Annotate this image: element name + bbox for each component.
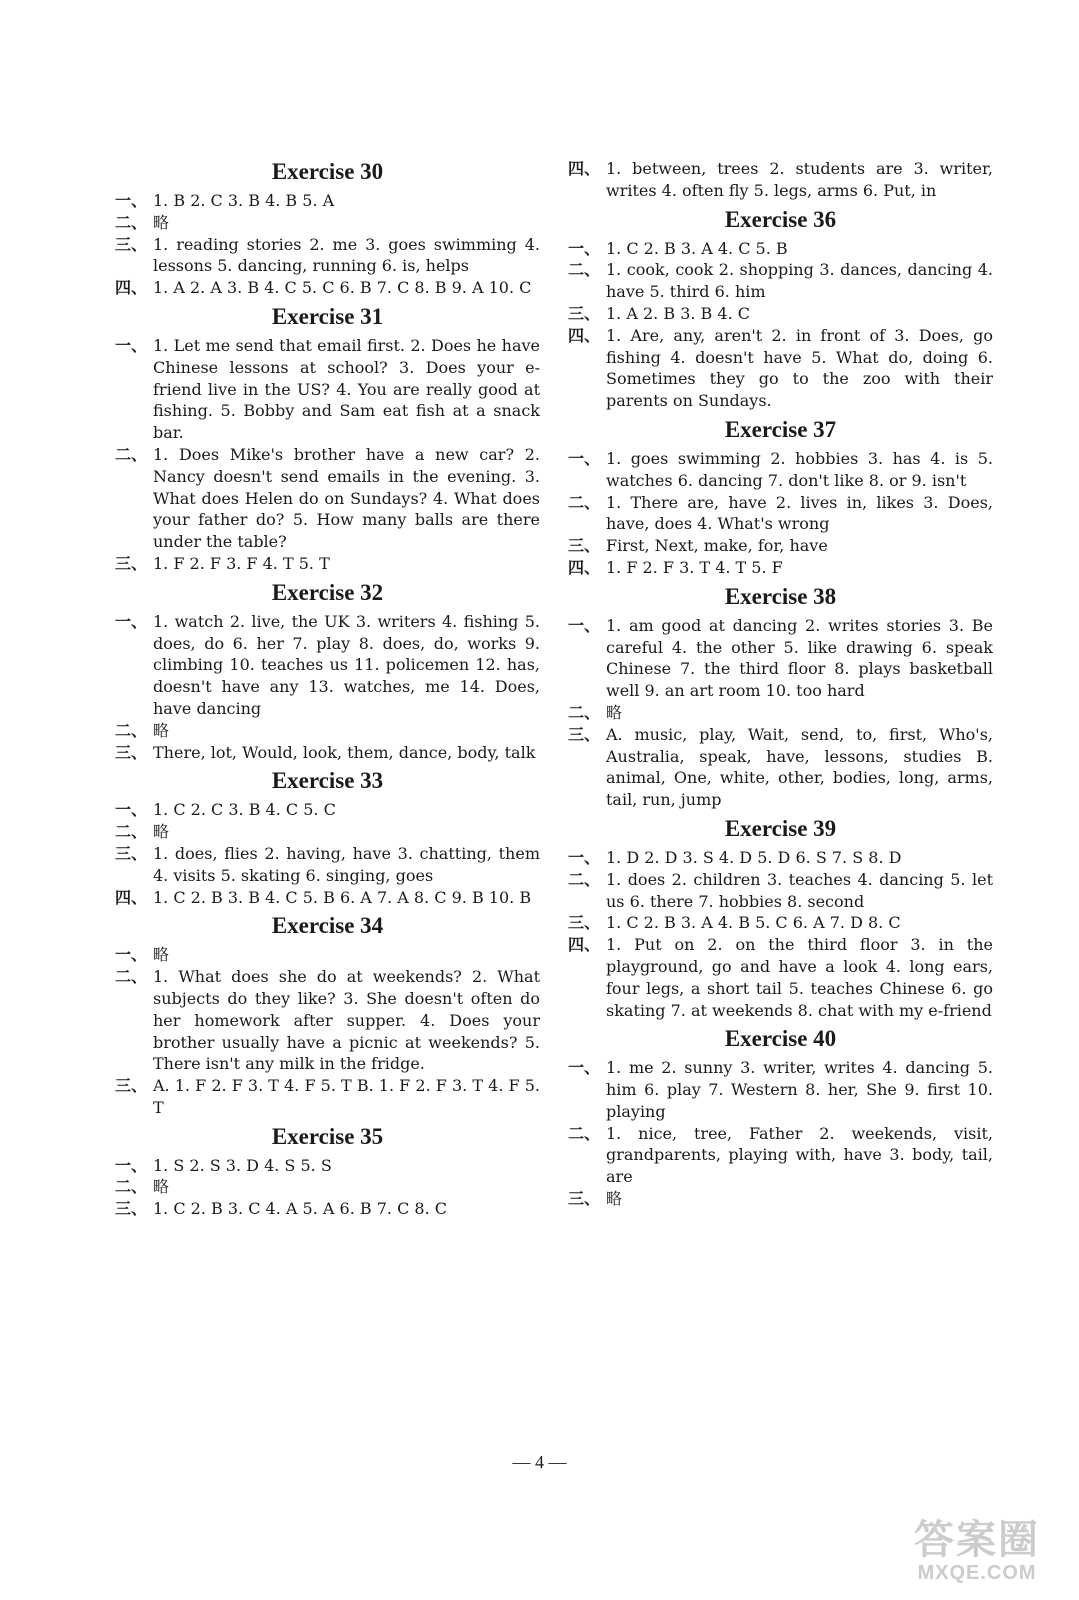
watermark-logo — [893, 1518, 1061, 1590]
section-marker: 二、 — [568, 869, 601, 889]
section-marker: 二、 — [115, 822, 148, 842]
exercise-34 — [115, 912, 540, 1118]
answer-section — [568, 1123, 993, 1188]
section-answers: First, Next, make, for, have — [606, 536, 828, 556]
answer-section — [115, 799, 540, 821]
section-answers: 1. S 2. S 3. D 4. S 5. S — [153, 1155, 332, 1175]
section-marker: 四、 — [568, 935, 601, 955]
exercise-32 — [115, 579, 540, 764]
section-answers: 1. What does she do at weekends? 2. What subjects do they like? 3. She doesn't often do her homework after supper. 4. Does your brother usually have a picnic at weekends? 5. There isn't any milk in the fridge. — [153, 967, 540, 1074]
section-answers: 1. A 2. B 3. B 4. C — [606, 303, 750, 323]
answer-section — [568, 1188, 993, 1210]
section-answers: 1. C 2. C 3. B 4. C 5. C — [153, 800, 336, 820]
section-answers: 1. Does Mike's brother have a new car? 2. Nancy doesn't send emails in the evening. 3. What does Helen do on Sundays? 4. What does your father do? 5. How many balls are there under the table? — [153, 444, 540, 552]
answer-section — [115, 1075, 540, 1119]
answer-section — [568, 847, 993, 869]
section-answers: 1. There are, have 2. lives in, likes 3. Does, have, does 4. What's wrong — [606, 492, 993, 534]
answer-section — [115, 1198, 540, 1220]
section-marker: 四、 — [115, 887, 148, 907]
exercise-title: Exercise 35 — [271, 1123, 384, 1149]
answer-section — [115, 335, 540, 444]
section-answers: 1. C 2. B 3. B 4. C 5. B 6. A 7. A 8. C 9. B 10. B — [153, 887, 532, 907]
exercise-title: Exercise 30 — [271, 159, 384, 184]
section-answers: 1. cook, cook 2. shopping 3. dances, dancing 4. have 5. third 6. him — [606, 260, 993, 302]
section-marker: 三、 — [115, 742, 148, 762]
exercise-title: Exercise 33 — [271, 768, 384, 794]
section-marker: 二、 — [115, 967, 148, 987]
exercise-35-continued — [568, 158, 993, 202]
answer-section — [115, 234, 540, 278]
exercise-title: Exercise 40 — [724, 1026, 837, 1052]
exercise-title: Exercise 34 — [271, 913, 384, 939]
answer-section — [568, 158, 993, 202]
answer-section — [115, 821, 540, 843]
exercise-title: Exercise 31 — [271, 303, 384, 329]
section-answers: 略 — [153, 1177, 170, 1197]
answer-section — [568, 325, 993, 412]
section-answers: 1. am good at dancing 2. writes stories 3. Be careful 4. the other 5. like drawing 6. speak Chinese 7. the third floor 8. plays basketball well 9. an art room 10. too hard — [606, 615, 993, 701]
answer-section — [115, 966, 540, 1075]
section-marker: 四、 — [568, 325, 601, 345]
section-marker: 一、 — [115, 335, 148, 355]
section-answers: 1. F 2. F 3. T 4. T 5. F — [606, 557, 783, 577]
exercise-33 — [115, 767, 540, 908]
section-answers: 1. D 2. D 3. S 4. D 5. D 6. S 7. S 8. D — [606, 847, 902, 867]
exercise-37 — [568, 416, 993, 579]
answer-section — [115, 720, 540, 742]
watermark-top-text: 答案圈 — [914, 1518, 1040, 1562]
exercise-title: Exercise 39 — [724, 815, 837, 841]
answer-section — [568, 535, 993, 557]
section-marker: 三、 — [568, 536, 601, 556]
section-marker: 一、 — [568, 847, 601, 867]
section-marker: 三、 — [568, 1189, 601, 1209]
section-answers: 1. Put on 2. on the third floor 3. in the playground, go and have a look 4. long ears, four legs, a short tail 5. teaches Chinese 6. go skating 7. at weekends 8. chat with my e-friend — [606, 935, 993, 1020]
answer-section — [568, 492, 993, 536]
section-answers: 1. between, trees 2. students are 3. writer, writes 4. often fly 5. legs, arms 6. Put, in — [606, 159, 993, 200]
answer-section — [568, 557, 993, 579]
section-marker: 二、 — [568, 260, 601, 280]
section-marker: 一、 — [568, 448, 601, 468]
section-answers: 1. C 2. B 3. A 4. C 5. B — [606, 238, 788, 258]
answer-section — [115, 611, 540, 720]
answer-section — [568, 869, 993, 913]
section-answers: 略 — [153, 720, 170, 740]
section-answers: 略 — [606, 702, 623, 722]
section-answers: 1. nice, tree, Father 2. weekends, visit, grandparents, playing with, have 3. body, tail, are — [606, 1123, 993, 1187]
section-answers: 1. goes swimming 2. hobbies 3. has 4. is 5. watches 6. dancing 7. don't like 8. or 9. isn't — [606, 448, 993, 490]
section-answers: 1. watch 2. live, the UK 3. writers 4. fishing 5. does, do 6. her 7. play 8. does, do, works 9. climbing 10. teaches us 11. policemen 12. has, doesn't have any 13. watches, me 14. Does, have dancing — [153, 611, 540, 718]
section-marker: 一、 — [115, 945, 148, 965]
answer-section — [568, 702, 993, 724]
section-answers: 1. C 2. B 3. C 4. A 5. A 6. B 7. C 8. C — [153, 1199, 448, 1219]
answer-section — [568, 238, 993, 260]
section-answers: 1. Let me send that email first. 2. Does he have Chinese lessons at school? 3. Does your e-friend live in the US? 4. You are really good at fishing. 5. Bobby and Sam eat fish at a snack bar. — [153, 335, 540, 443]
watermark-bottom-text: MXQE.COM — [917, 1562, 1037, 1584]
section-answers: 1. F 2. F 3. F 4. T 5. T — [153, 553, 330, 573]
exercise-title: Exercise 36 — [724, 206, 837, 232]
page-number: — 4 — — [512, 1452, 567, 1472]
section-marker: 一、 — [115, 611, 148, 631]
answer-section — [568, 724, 993, 811]
answer-section — [115, 742, 540, 764]
section-answers: 1. does, flies 2. having, have 3. chatting, them 4. visits 5. skating 6. singing, goes — [153, 843, 540, 885]
section-marker: 三、 — [115, 1199, 148, 1219]
section-answers: 1. C 2. B 3. A 4. B 5. C 6. A 7. D 8. C — [606, 913, 901, 933]
section-answers: 1. B 2. C 3. B 4. B 5. A — [153, 191, 335, 210]
section-answers: 1. me 2. sunny 3. writer, writes 4. dancing 5. him 6. play 7. Western 8. her, She 9. first 10. playing — [606, 1058, 993, 1121]
section-answers: 略 — [153, 822, 170, 842]
answer-section — [115, 190, 540, 212]
section-answers: There, lot, Would, look, them, dance, body, talk — [153, 742, 536, 762]
exercise-30 — [115, 158, 540, 299]
section-marker: 三、 — [115, 1076, 148, 1096]
exercise-40 — [568, 1025, 993, 1210]
section-marker: 三、 — [115, 234, 148, 254]
section-marker: 三、 — [568, 913, 601, 933]
answer-section — [568, 259, 993, 303]
section-marker: 三、 — [115, 553, 148, 573]
section-answers: 1. reading stories 2. me 3. goes swimming 4. lessons 5. dancing, running 6. is, helps — [153, 234, 540, 276]
section-marker: 一、 — [115, 1155, 148, 1175]
section-answers: 1. A 2. A 3. B 4. C 5. C 6. B 7. C 8. B 9. A 10. C — [153, 278, 532, 298]
right-column — [568, 158, 993, 1214]
answer-section — [568, 912, 993, 934]
section-answers: 略 — [153, 212, 170, 232]
section-answers: A. 1. F 2. F 3. T 4. F 5. T B. 1. F 2. F 3. T 4. F 5. T — [153, 1076, 540, 1117]
answer-section — [115, 212, 540, 234]
answer-section — [115, 1155, 540, 1177]
answer-section — [115, 277, 540, 299]
exercise-39 — [568, 815, 993, 1021]
section-marker: 四、 — [568, 159, 601, 178]
answer-section — [115, 444, 540, 553]
answer-section — [115, 553, 540, 575]
exercise-title: Exercise 37 — [724, 416, 837, 442]
exercise-31 — [115, 303, 540, 575]
answer-section — [568, 934, 993, 1021]
section-marker: 一、 — [568, 1058, 601, 1078]
answer-section — [115, 843, 540, 887]
section-marker: 二、 — [115, 720, 148, 740]
exercise-title: Exercise 32 — [271, 579, 384, 605]
section-answers: 略 — [153, 945, 170, 965]
answer-section — [115, 1176, 540, 1198]
section-marker: 一、 — [115, 191, 148, 210]
answer-section — [568, 303, 993, 325]
section-marker: 三、 — [568, 303, 601, 323]
answer-section — [115, 887, 540, 909]
answer-section — [115, 944, 540, 966]
answer-section — [568, 1057, 993, 1122]
section-marker: 三、 — [115, 843, 148, 863]
section-marker: 一、 — [568, 238, 601, 258]
answer-section — [568, 615, 993, 702]
exercise-36 — [568, 206, 993, 412]
exercise-35 — [115, 1123, 540, 1220]
exercise-38 — [568, 583, 993, 811]
section-marker: 二、 — [568, 1123, 601, 1143]
exercise-title: Exercise 38 — [724, 583, 837, 609]
section-marker: 四、 — [115, 278, 148, 298]
answer-section — [568, 448, 993, 492]
section-marker: 一、 — [115, 800, 148, 820]
section-marker: 四、 — [568, 557, 601, 577]
section-marker: 二、 — [115, 444, 148, 464]
left-column — [115, 158, 540, 1224]
section-answers: 1. does 2. children 3. teaches 4. dancing 5. let us 6. there 7. hobbies 8. second — [606, 869, 993, 911]
section-marker: 二、 — [115, 1177, 148, 1197]
section-answers: A. music, play, Wait, send, to, first, Who's, Australia, speak, have, lessons, studies B. animal, One, white, other, bodies, long, arms, tail, run, jump — [606, 724, 993, 810]
section-marker: 二、 — [568, 702, 601, 722]
section-answers: 1. Are, any, aren't 2. in front of 3. Does, go fishing 4. doesn't have 5. What do, doing 6. Sometimes they go to the zoo with their parents on Sundays. — [606, 325, 993, 411]
section-marker: 一、 — [568, 615, 601, 635]
section-answers: 略 — [606, 1189, 623, 1209]
section-marker: 二、 — [568, 492, 601, 512]
section-marker: 三、 — [568, 724, 601, 744]
section-marker: 二、 — [115, 212, 148, 232]
